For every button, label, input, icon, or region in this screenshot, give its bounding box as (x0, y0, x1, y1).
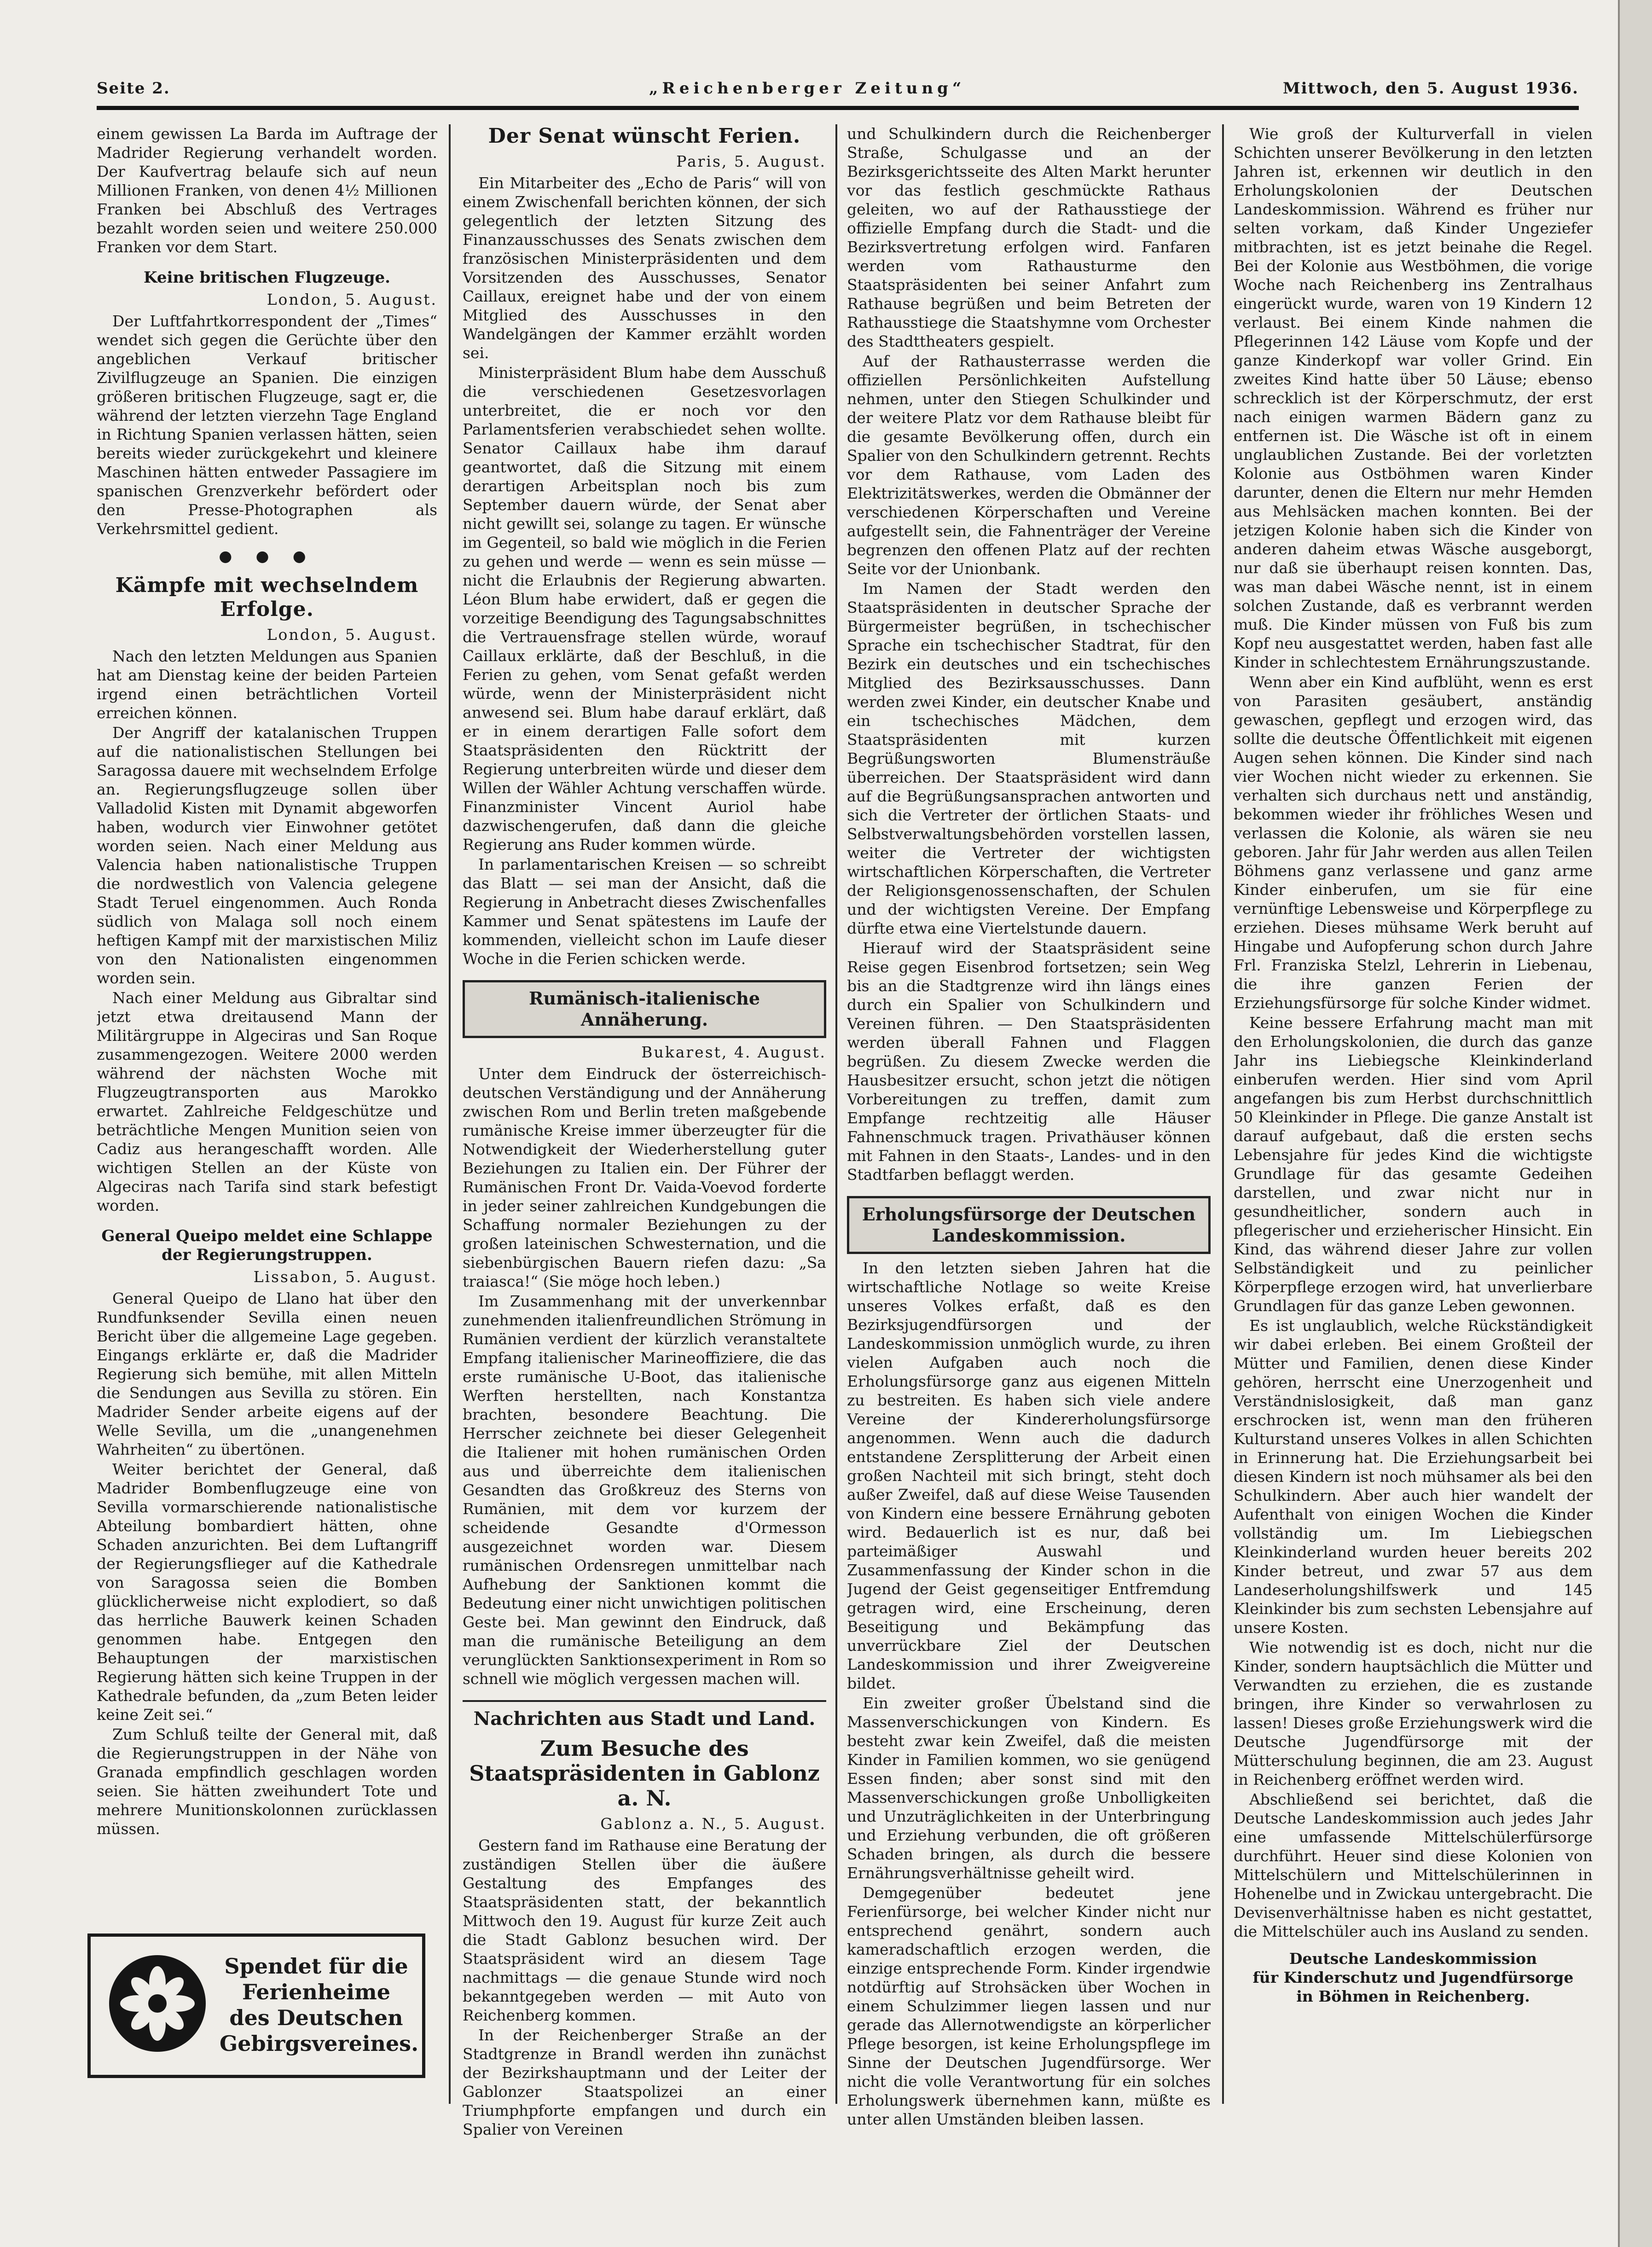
article-paragraph: General Queipo de Llano hat über den Rundfunksender Sevilla einen neuen Bericht über die allgemeine Lage gegeben. Eingangs erklärte er, daß die Madrider Regierung sich bemühe, mit allen Mitteln die Sendungen aus Sevilla zu stören. Ein Madrider Sender arbeite eigens auf der Welle Sevilla, um die „unangenehmen Wahrheiten“ zu übertönen. (97, 1289, 437, 1458)
page-header (97, 79, 1579, 107)
article-paragraph: In der Reichenberger Straße an der Stadtgrenze in Brandl werden ihn zunächst der Bezirkshauptmann und der Leiter der Gablonzer Staatspolizei an einer Triumphpforte empfangen und durch ein Spalier von Vereinen (463, 2026, 826, 2138)
column-divider (835, 124, 837, 2104)
article-paragraph: Zum Schluß teilte der General mit, daß die Regierungstruppen in der Nähe von Granada empfindlich geschlagen worden seien. Sie hätten zweihundert Tote und mehrere Munitionskolonnen zurücklassen müssen. (97, 1725, 437, 1838)
article-dateline: London, 5. August. (267, 626, 437, 644)
edelweiss-emblem-icon (109, 1955, 206, 2052)
article-paragraph: und Schulkindern durch die Reichenberger Straße, Schulgasse und an der Bezirksgerichtsseite des Alten Markt herunter vor das festlich geschmückte Rathaus geleiten, wo auf der Rathausstiege der offizielle Empfang durch die Stadt- und die Bezirksvertretung erfolgen wird. Fanfaren werden vom Rathausturme den Staatspräsidenten bei seiner Anfahrt zum Rathause begrüßen und beim Betreten der Rathausstiege die Staatshymne vom Orchester des Stadttheaters gespielt. (847, 125, 1211, 350)
newspaper-name: „Reichenberger Zeitung“ (649, 79, 966, 98)
page-number: Seite 2. (97, 79, 170, 98)
article-paragraph: Nach einer Meldung aus Gibraltar sind jetzt etwa dreitausend Mann der Militärgruppe in Algeciras und San Roque zusammengezogen. Weitere 2000 werden während der nächsten Woche mit Flugzeugtransporten aus Marokko erwartet. Zahlreiche Feldgeschütze und beträchtliche Mengen Munition seien von Cadiz aus herangeschafft worden. Alle wichtigen Stellen an der Küste von Algeciras nach Tarifa sind stark befestigt worden. (97, 989, 437, 1214)
article-paragraph: Gestern fand im Rathause eine Beratung der zuständigen Stellen über die äußere Gestaltung des Empfanges des Staatspräsidenten statt, der bekanntlich Mittwoch den 19. August für kurze Zeit auch die Stadt Gablonz besuchen wird. Der Staatspräsident wird an diesem Tage nachmittags — die genaue Stunde wird noch bekanntgegeben werden — mit Auto von Reichenberg kommen. (463, 1836, 826, 2024)
article-paragraph: Demgegenüber bedeutet jene Ferienfürsorge, bei welcher Kinder nicht nur entsprechend genährt, sondern auch kameradschaftlich erzogen werden, die einzige entsprechende Form. Kinder irgendwie notdürftig auf Strohsäcken über Wochen in einem Schulzimmer liegen lassen und nur gerade das Allernotwendigste an körperlicher Pflege besorgen, ist keine Erholungspflege im Sinne der Deutschen Jugendfürsorge. Wer nicht die volle Verantwortung für ein solches Erholungswerk übernehmen kann, müßte es unter allen Umständen bleiben lassen. (847, 1884, 1211, 2128)
article-headline-boxed: Rumänisch-italienische Annäherung. (463, 980, 826, 1038)
article-headline: Zum Besuche des Staatspräsidenten in Gablonz a. N. (469, 1736, 820, 1811)
ad-line: Gebirgsvereines. (220, 2031, 419, 2056)
section-rule (463, 1700, 826, 1702)
article-paragraph: Auf der Rathausterrasse werden die offiziellen Persönlichkeiten Aufstellung nehmen, unter den Stiegen Schulkinder und der weitere Platz vor dem Rathause bleibt für die gesamte Bevölkerung offen, durch ein Spalier von den Schulkindern getrennt. Rechts vor dem Rathause, vom Laden des Elektrizitätswerkes, werden die Obmänner der verschiedenen Körperschaften und Vereine aufgestellt sein, die Fahnenträger der Vereine begrenzen den offenen Platz auf der rechten Seite vor der Unionbank. (847, 352, 1211, 578)
article-paragraph: Unter dem Eindruck der österreichisch-deutschen Verständigung und der Annäherung zwischen Rom und Berlin treten maßgebende rumänische Kreise immer überzeugter für die Notwendigkeit der Wiederherstellung guter Beziehungen zu Italien ein. Der Führer der Rumänischen Front Dr. Vaida-Voevod forderte in jeder seiner zahlreichen Kundgebungen die Schaffung normaler Beziehungen zu der großen lateinischen Schwesternation, und die siebenbürgischen Bauern riefen dazu: „Sa traiasca!“ (Sie möge hoch leben.) (463, 1065, 826, 1290)
advertisement-text (220, 1953, 419, 2056)
column-divider (1222, 124, 1224, 2104)
article-paragraph: Weiter berichtet der General, daß Madrider Bombenflugzeuge eine von Sevilla vormarschierende nationalistische Abteilung bombardiert hätten, ohne Schaden anzurichten. Bei dem Luftangriff der Regierungsflieger auf die Kathedrale von Saragossa seien die Bomben glücklicherweise nicht explodiert, so daß das herrliche Bauwerk keinen Schaden genommen habe. Entgegen den Behauptungen der marxistischen Regierung hätten sich keine Truppen in der Kathedrale befunden, da „zum Beten leider keine Zeit sei.“ (97, 1460, 437, 1724)
ad-line: Spendet für die (224, 1954, 408, 1979)
article-headline-boxed: Erholungsfürsorge der Deutschen Landeskommission. (847, 1196, 1211, 1254)
article-paragraph: einem gewissen La Barda im Auftrage der Madrider Regierung verhandelt worden. Der Kaufvertrag belaufe sich auf neun Millionen Franken, von denen 4½ Millionen Franken bei Abschluß des Vertrages bezahlt worden seien und weitere 250.000 Franken vor dem Start. (97, 125, 437, 256)
article-paragraph: Im Zusammenhang mit der unverkennbar zunehmenden italienfreundlichen Strömung in Rumänien verdient der kürzlich veranstaltete Empfang italienischer Marineoffiziere, die das erste rumänische U-Boot, das italienische Werften herstellten, nach Konstantza brachten, besondere Beachtung. Die Herrscher zeichnete bei dieser Gelegenheit die Italiener mit hohen rumänischen Orden aus und überreichte dem italienischen Gesandten das Großkreuz des Sterns von Rumänien, mit dem vor kurzem der scheidende Gesandte d'Ormesson ausgezeichnet worden war. Diesem rumänischen Ordensregen unmittelbar nach Aufhebung der Sanktionen kommt die Bedeutung einer nicht unwichtigen politischen Geste bei. Man gewinnt den Eindruck, daß man die rumänische Beteiligung an dem verunglückten Sanktionsexperiment in Rom so schnell wie möglich vergessen machen will. (463, 1292, 826, 1688)
column-1 (97, 124, 437, 2173)
column-divider (449, 124, 451, 2104)
scan-margin-strip (1618, 0, 1652, 2247)
article-dateline: Bukarest, 4. August. (641, 1043, 826, 1061)
ad-line: Ferienheime (242, 1980, 390, 2004)
ad-line: des Deutschen (229, 2005, 403, 2030)
article-dateline: Gablonz a. N., 5. August. (600, 1815, 826, 1833)
signature-line: in Böhmen in Reichenberg. (1296, 1987, 1530, 2005)
column-4 (1234, 124, 1593, 2173)
signature-line: für Kinderschutz und Jugendfürsorge (1252, 1968, 1574, 1986)
article-paragraph: Wenn aber ein Kind aufblüht, wenn es erst von Parasiten gesäubert, anständig gewaschen, gepflegt und erzogen wird, das sollte die deutsche Öffentlichkeit mit eigenen Augen sehen können. Die Kinder sind nach vier Wochen nicht wieder zu erkennen. Sie verhalten sich durchaus nett und anständig, bekommen wieder ihr fröhliches Wesen und verlassen die Kolonie, als wären sie neu geboren. Jahr für Jahr werden aus allen Teilen Böhmens ganz verlassene und ganz arme Kinder einberufen, um sie für eine vernünftige Lebensweise und Körperpflege zu erziehen. Dieses mühsame Werk beruht auf Hingabe und Aufopferung schon durch Jahre Frl. Franziska Stelzl, Lehrerin in Liebenau, die ihre ganzen Ferien der Erziehungsfürsorge für solche Kinder widmet. (1234, 673, 1593, 1012)
column-2 (463, 124, 826, 2173)
article-dateline: Lissabon, 5. August. (253, 1268, 437, 1286)
article-paragraph: Abschließend sei berichtet, daß die Deutsche Landeskommission auch jedes Jahr eine umfassende Mittelschülerfürsorge durchführt. Heuer sind diese Kolonien von Mittelschülern und Mittelschülerinnen in Hohenelbe und in Zwickau untergebracht. Die Devisenverhältnisse haben es nicht gestattet, die Mittelschüler auch ins Ausland zu senden. (1234, 1790, 1593, 1940)
article-paragraph: Keine bessere Erfahrung macht man mit den Erholungskolonien, die durch das ganze Jahr ins Liebiegsche Kleinkinderland einberufen werden. Hier sind vom April angefangen bis zum Herbst durchschnittlich 50 Kleinkinder in Pflege. Die ganze Anstalt ist darauf aufgebaut, daß die ersten sechs Lebensjahre für jedes Kind die wichtigste Grundlage für das gesamte Gedeihen darstellen, und zwar nicht nur in gesundheitlicher, sondern auch in pflegerischer und erzieherischer Hinsicht. Ein Kind, das während dieser Jahre zur vollen Selbständigkeit und zu peinlicher Körperpflege erzogen wird, hat unverlierbare Grundlagen für das ganze Leben gewonnen. (1234, 1014, 1593, 1315)
signature-line: Deutsche Landeskommission (1289, 1950, 1537, 1968)
article-paragraph: Der Luftfahrtkorrespondent der „Times“ wendet sich gegen die Gerüchte über den angeblichen Verkauf britischer Zivilflugzeuge an Spanien. Die einzigen größeren britischen Flugzeuge, sagt er, die während der letzten vierzehn Tage England in Richtung Spanien verlassen hätten, seien bereits wieder zurückgekehrt und kleinere Maschinen hätten entweder Passagiere im spanischen Grenzverkehr befördert oder den Presse-Photographen als Verkehrsmittel gedient. (97, 312, 437, 538)
article-paragraph: Hierauf wird der Staatspräsident seine Reise gegen Eisenbrod fortsetzen; sein Weg bis an die Stadtgrenze wird ihn längs eines durch ein Spalier von Schulkindern und Vereinen führen. — Den Staatspräsidenten werden überall Fahnen und Flaggen begrüßen. Zu diesem Zwecke werden die Hausbesitzer ersucht, schon jetzt die nötigen Vorbereitungen zu treffen, damit zum Empfange rechtzeitig alle Häuser Fahnenschmuck tragen. Privathäuser können mit Fahnen in den Staats-, Landes- und in den Stadtfarben beflaggt werden. (847, 939, 1211, 1184)
article-headline: Kämpfe mit wechselndem Erfolge. (115, 574, 419, 621)
separator-dots: ● ● ● (219, 547, 315, 565)
article-paragraph: Wie groß der Kulturverfall in vielen Schichten unserer Bevölkerung in den letzten Jahren ist, erkennen wir deutlich in den Erholungskolonien der Deutschen Landeskommission. Während es früher nur selten vorkam, daß Kinder Ungeziefer mitbrachten, ist es jetzt beinahe die Regel. Bei der Kolonie aus Westböhmen, die vorige Woche nach Reichenberg ins Zentralhaus eingerückt wurde, waren von 19 Kindern 12 verlaust. Bei einem Kinde nahmen die Pflegerinnen 142 Läuse vom Kopfe und der ganze Kinderkopf war voller Grind. Ein zweites Kind hatte über 50 Läuse; ebenso schrecklich ist der Körperschmutz, der erst nach einigen warmen Bädern ganz zu entfernen ist. Die Wäsche ist oft in einem unglaublichen Zustande. Bei der vorletzten Kolonie aus Ostböhmen waren Kinder darunter, denen die Eltern nur mehr Hemden aus Mehlsäcken machen konnten. Bei der jetzigen Kolonie haben sich die Kinder von anderen daheim etwas Wäsche ausgeborgt, nur daß sie überhaupt reisen konnten. Das, was man dabei Wäsche nennt, ist in einem solchen Zustande, daß es verbrannt werden muß. Die Kinder müssen von Fuß bis zum Kopf neu ausgestattet werden, haben fast alle Kinder in schlechtestem Ernährungszustande. (1234, 125, 1593, 671)
article-dateline: Paris, 5. August. (676, 152, 826, 170)
article-signature (1234, 1949, 1593, 2006)
article-paragraph: Es ist unglaublich, welche Rückständigkeit wir dabei erleben. Bei einem Großteil der Mütter und Familien, denen diese Kinder gehören, herrscht eine Unerzogenheit und Verständnislosigkeit, daß man ganz erschrocken ist, wenn man den früheren Kulturstand unseres Volkes in allen Schichten in Erinnerung hat. Die Erziehungsarbeit bei diesen Kindern ist noch mühsamer als bei den Schulkindern. Aber auch hier wandelt der Aufenthalt von einigen Wochen die Kinder vollständig um. Im Liebiegschen Kleinkinderland wurden heuer bereits 202 Kinder betreut, und zwar 57 aus dem Landeserholungshilfswerk und 145 Kleinkinder bis zum sechsten Lebensjahre auf unsere Kosten. (1234, 1317, 1593, 1637)
article-headline: Der Senat wünscht Ferien. (488, 124, 801, 148)
article-headline: Keine britischen Flugzeuge. (144, 268, 390, 287)
article-paragraph: In den letzten sieben Jahren hat die wirtschaftliche Notlage so weite Kreise unseres Volkes erfaßt, daß es den Bezirksjugendfürsorgen und der Landeskommission unmöglich wurde, zu ihren vielen Aufgaben auch noch die Erholungsfürsorge ganz aus eigenen Mitteln zu bestreiten. Es haben sich viele andere Vereine der Kindererholungsfürsorge angenommen. Wenn auch die dadurch entstandene Zersplitterung der Arbeit einen großen Nachteil mit sich bringt, steht doch außer Zweifel, daß auf diese Weise Tausenden von Kindern eine bessere Ernährung geboten wird. Bedauerlich ist es nur, daß bei parteimäßiger Auswahl und Zusammenfassung der Kinder schon in die Jugend der Geist gegenseitiger Entfremdung getragen wird, eine Erscheinung, deren Beseitigung und Bekämpfung das unverrückbare Ziel der Deutschen Landeskommission und ihrer Zweigvereine bildet. (847, 1259, 1211, 1692)
article-paragraph: Ministerpräsident Blum habe dem Ausschuß die verschiedenen Gesetzesvorlagen unterbreitet, die er noch vor den Parlamentsferien verabschiedet sehen wollte. Senator Caillaux habe ihm darauf geantwortet, daß die Sitzung mit einem derartigen Arbeitsplan noch bis zum September dauern würde, der Senat aber nicht gewillt sei, solange zu tagen. Er wünsche im Gegenteil, so bald wie möglich in die Ferien zu gehen und werde — wenn es sein müsse — nicht die Erlaubnis der Regierung abwarten. Léon Blum habe erwidert, daß er gegen die vorzeitige Beendigung des Tagungsabschnittes die Vertrauensfrage stellen würde, worauf Caillaux erklärte, daß der Beschluß, in die Ferien zu gehen, vom Senat gefaßt werden würde, wenn der Ministerpräsident nicht anwesend sei. Blum habe darauf erklärt, daß er in einem derartigen Falle sofort dem Staatspräsidenten den Rücktritt der Regierung unterbreiten würde und dieser dem Willen der Wähler Achtung verschaffen würde. Finanzminister Vincent Auriol habe dazwischengerufen, daß dann die gleiche Regierung ans Ruder kommen würde. (463, 364, 826, 854)
article-paragraph: Der Angriff der katalanischen Truppen auf die nationalistischen Stellungen bei Saragossa dauere mit wechselndem Erfolge an. Regierungsflugzeuge sollen über Valladolid Kisten mit Dynamit abgeworfen haben, wodurch vier Einwohner getötet worden seien. Nach einer Meldung aus Valencia haben nationalistische Truppen die nordwestlich von Valencia gelegene Stadt Teruel eingenommen. Auch Ronda südlich von Malaga soll noch einem heftigen Kampf mit der marxistischen Miliz von den Nationalisten eingenommen worden sein. (97, 724, 437, 987)
article-paragraph: Ein zweiter großer Übelstand sind die Massenverschickungen von Kindern. Es besteht zwar kein Zweifel, daß die meisten Kinder in Familien kommen, wo sie genügend Essen finden; aber sonst sind mit den Massenverschickungen große Unbolligkeiten und Unzuträglichkeiten in der Unterbringung und Erziehung verbunden, die oft größeren Schaden bringen, als durch die bessere Ernährungsverhältnisse geheilt wird. (847, 1694, 1211, 1882)
article-dateline: London, 5. August. (267, 290, 437, 308)
header-rule (97, 106, 1579, 110)
article-paragraph: Nach den letzten Meldungen aus Spanien hat am Dienstag keine der beiden Parteien irgend einen beträchtlichen Vorteil erreichen können. (97, 647, 437, 722)
article-paragraph: Im Namen der Stadt werden den Staatspräsidenten in deutscher Sprache der Bürgermeister begrüßen, in tschechischer Sprache ein tschechischer Stadtrat, für den Bezirk ein deutsches und ein tschechisches Mitglied des Bezirksausschusses. Dann werden zwei Kinder, ein deutscher Knabe und ein tschechisches Mädchen, dem Staatspräsidenten mit kurzen Begrüßungsworten Blumensträuße überreichen. Der Staatspräsident wird dann auf die Begrüßungsansprachen antworten und sich die Vertreter der örtlichen Staats- und Selbstverwaltungsbehörden vorstellen lassen, weiter die Vertreter der wichtigsten wirtschaftlichen Körperschaften, die Vertreter der Religionsgenossenschaften, der Schulen und der wichtigsten Vereine. Der Empfang dürfte etwa eine Viertelstunde dauern. (847, 580, 1211, 937)
article-paragraph: In parlamentarischen Kreisen — so schreibt das Blatt — sei man der Ansicht, daß die Regierung in Anbetracht dieses Zwischenfalles Kammer und Senat spätestens im Laufe der kommenden, vielleicht schon im Laufe dieser Woche in die Ferien schicken werde. (463, 855, 826, 968)
article-headline: General Queipo meldet eine Schlappe der Regierungstruppen. (101, 1227, 433, 1264)
article-paragraph: Ein Mitarbeiter des „Echo de Paris“ will von einem Zwischenfall berichten können, der sich gelegentlich der letzten Sitzung des Finanzausschusses des Senats zwischen dem französischen Ministerpräsidenten und dem Vorsitzenden des Ausschusses, Senator Caillaux, ereignet habe und der von einem Mitglied des Ausschusses in den Wandelgängen der Kammer erzählt worden sei. (463, 174, 826, 362)
issue-date: Mittwoch, den 5. August 1936. (1282, 79, 1579, 98)
column-3 (847, 124, 1211, 2173)
article-paragraph: Wie notwendig ist es doch, nicht nur die Kinder, sondern hauptsächlich die Mütter und Verwandten zu erziehen, die es zustande bringen, ihre Kinder so verwahrlosen zu lassen! Dieses große Erziehungswerk wird die Deutsche Jugendfürsorge mit der Mütterschulung beginnen, die am 23. August in Reichenberg eröffnet werden wird. (1234, 1638, 1593, 1788)
advertisement-box (87, 1933, 425, 2078)
section-title: Nachrichten aus Stadt und Land. (473, 1708, 816, 1730)
